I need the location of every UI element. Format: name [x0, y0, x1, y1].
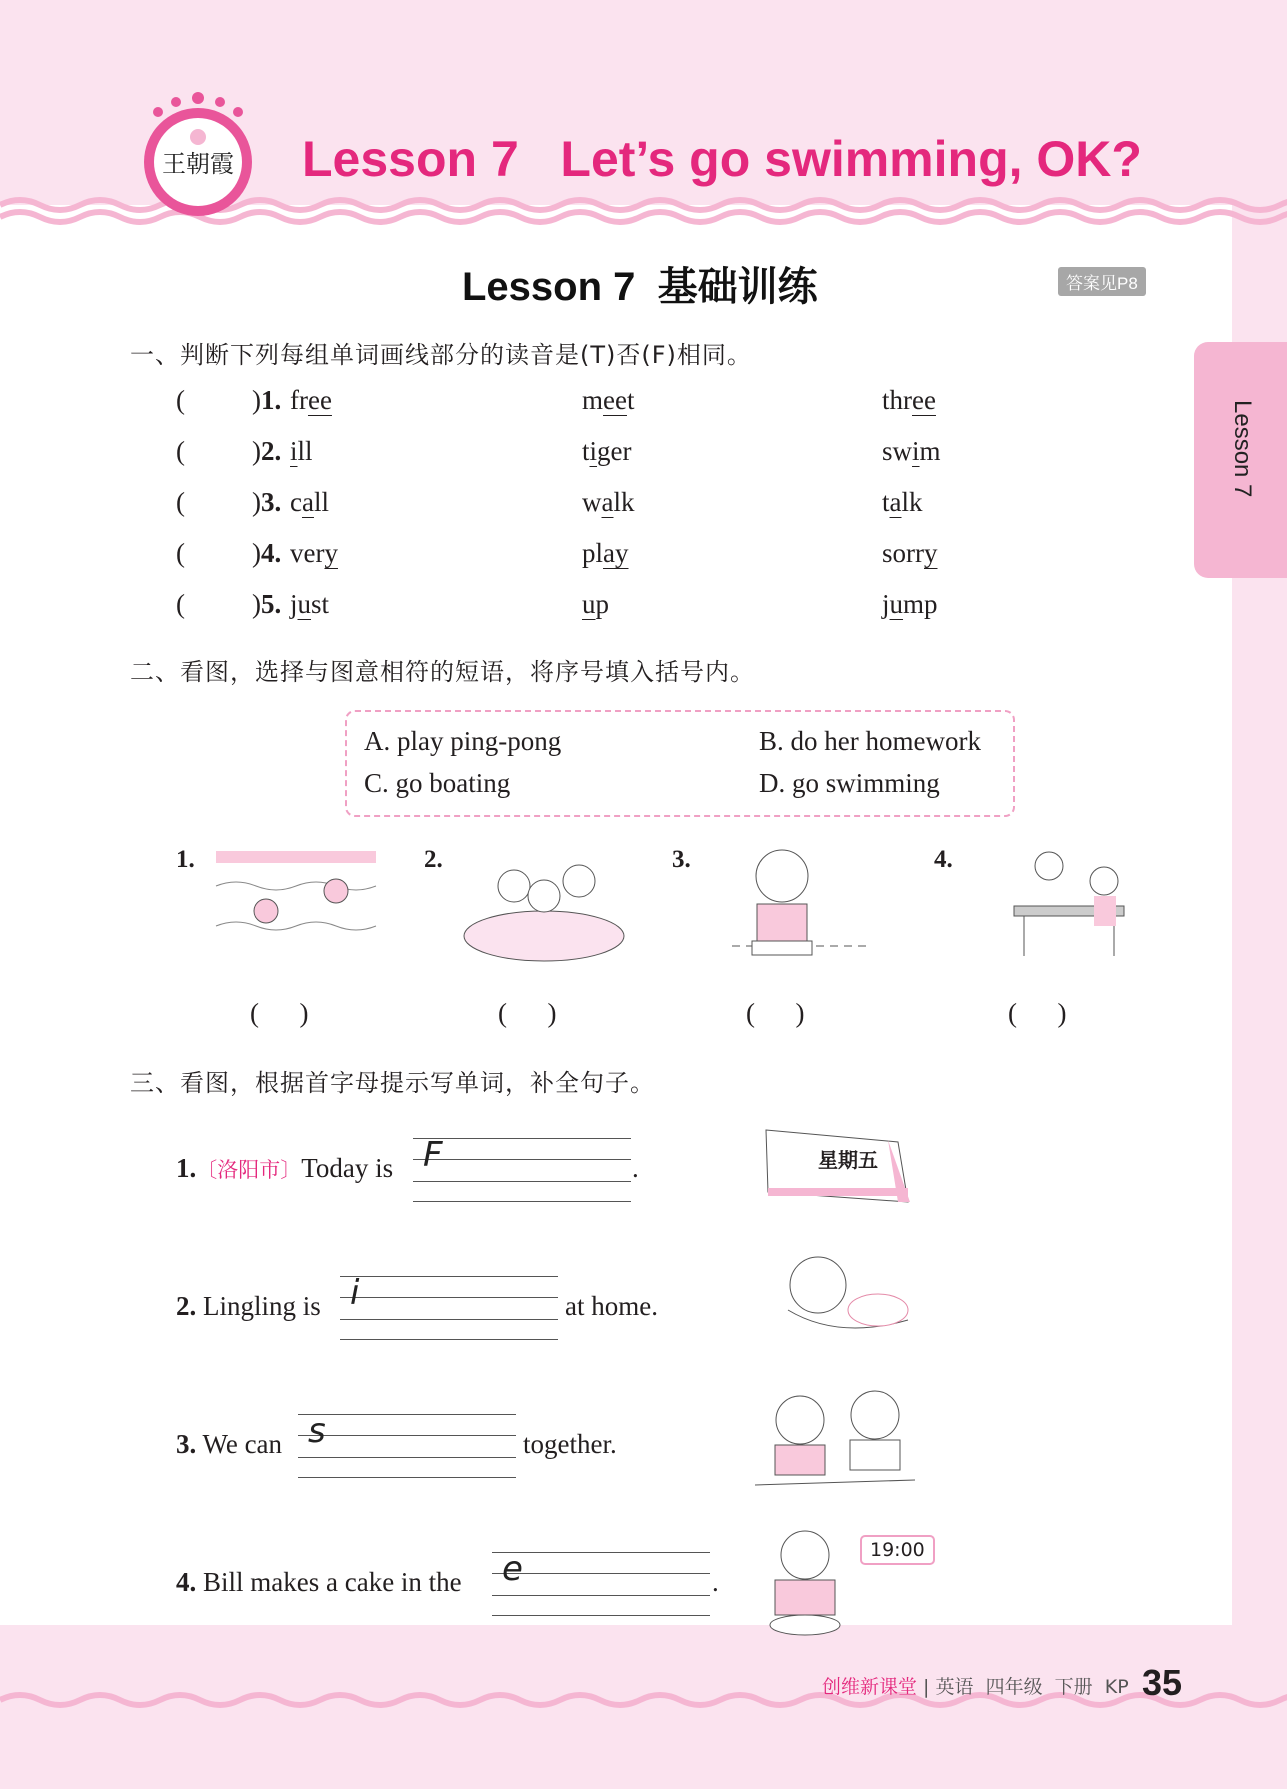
word	[582, 436, 632, 467]
footer: 创维新课堂 | 英语 四年级 下册 KP	[822, 1676, 1129, 1698]
word-part: t	[626, 385, 635, 415]
word-part: sw	[882, 436, 913, 466]
footer-info: 英语 四年级 下册 KP	[935, 1676, 1129, 1698]
word	[582, 487, 635, 518]
sentence-3: 3. We can	[176, 1429, 283, 1459]
question-number: 2.	[261, 436, 282, 466]
word-part: m	[582, 385, 604, 415]
section1-heading: 一、判断下列每组单词画线部分的读音是(T)否(F)相同。	[130, 341, 752, 369]
answer-blank[interactable]: (	[176, 487, 185, 517]
word-part: p	[595, 589, 609, 619]
word-part: a	[301, 487, 314, 517]
children-writing-picture	[750, 1385, 920, 1495]
word	[882, 538, 938, 569]
svg-text:王朝霞: 王朝霞	[162, 150, 234, 178]
footer-brand: 创维新课堂	[822, 1676, 918, 1698]
sentence-1: 1.〔洛阳市〕Today is	[176, 1153, 394, 1183]
word-part: ver	[290, 538, 325, 568]
answer-blank-close: )3.	[252, 487, 282, 517]
word	[582, 385, 635, 416]
word	[290, 589, 329, 620]
word-part: ll	[297, 436, 313, 466]
option-c: C. go boating	[364, 768, 511, 798]
answer-blank-close: )4.	[252, 538, 282, 568]
answer-blank-close: )5.	[252, 589, 282, 619]
answer-blank[interactable]: ( )	[746, 998, 805, 1028]
answer-blank[interactable]: (	[176, 436, 185, 466]
picture-number: 1.	[176, 846, 195, 873]
word-part: j	[882, 589, 890, 619]
writing-lines-4[interactable]: e	[492, 1552, 710, 1616]
word-part: ee	[912, 385, 936, 415]
word-part: sorr	[882, 538, 924, 568]
girl-making-cake-picture	[750, 1520, 860, 1650]
word-part: ay	[603, 538, 629, 568]
word	[882, 487, 923, 518]
sentence-1-end: .	[632, 1153, 639, 1183]
picture-number: 2.	[424, 846, 443, 873]
sentence-3-end: together.	[523, 1429, 617, 1459]
word-part: ee	[307, 385, 332, 415]
word-part: t	[582, 436, 590, 466]
word-part: ll	[313, 487, 329, 517]
word	[582, 538, 629, 569]
page-number: 35	[1142, 1662, 1183, 1703]
answer-blank-close: )1.	[252, 385, 282, 415]
word	[882, 589, 938, 620]
section3-heading: 三、看图，根据首字母提示写单词，补全句子。	[130, 1069, 655, 1097]
question-number: 1.	[261, 385, 282, 415]
word-part: a	[889, 487, 902, 517]
word-part: fr	[290, 385, 308, 415]
word-part: i	[589, 436, 598, 466]
word	[290, 487, 329, 518]
picture-number: 3.	[672, 846, 691, 873]
answer-blank[interactable]: (	[176, 538, 185, 568]
word-part: ee	[603, 385, 627, 415]
sick-girl-picture	[758, 1240, 910, 1350]
lesson-title: Lesson 7 Let’s go swimming, OK?	[302, 131, 1142, 187]
word-part: y	[324, 538, 338, 568]
answer-blank[interactable]: ( )	[498, 998, 557, 1028]
word-part: a	[601, 487, 614, 517]
calendar-picture	[758, 1122, 910, 1208]
option-d: D. go swimming	[759, 768, 940, 798]
word-part: m	[919, 436, 941, 466]
word-part: i	[290, 436, 298, 466]
options-box	[345, 710, 1015, 817]
section2-heading: 二、看图，选择与图意相符的短语，将序号填入括号内。	[130, 658, 755, 686]
boating-picture	[454, 846, 634, 966]
answer-reference-badge: 答案见P8	[1058, 267, 1146, 296]
word	[882, 436, 941, 467]
word	[582, 589, 609, 620]
word-part: t	[882, 487, 890, 517]
sentence-4: 4. Bill makes a cake in the	[176, 1567, 462, 1597]
option-b: B. do her homework	[759, 726, 981, 756]
word-part: pl	[582, 538, 604, 568]
question-number: 4.	[261, 538, 282, 568]
word-part: j	[290, 589, 298, 619]
word	[290, 385, 332, 416]
word-part: ger	[597, 436, 632, 466]
sentence-4-end: .	[712, 1567, 719, 1597]
calendar-day-text: 星期五	[818, 1148, 878, 1172]
writing-lines-3[interactable]: s	[298, 1414, 516, 1478]
word	[290, 538, 338, 569]
picture-number: 4.	[934, 846, 953, 873]
homework-picture	[702, 846, 882, 966]
word-part: u	[582, 589, 596, 619]
sentence-2: 2. Lingling is	[176, 1291, 321, 1321]
ping-pong-picture	[964, 846, 1144, 966]
word-part: u	[889, 589, 904, 619]
option-a: A. play ping-pong	[364, 726, 562, 756]
word-part: lk	[613, 487, 635, 517]
word-part: lk	[901, 487, 923, 517]
question-number: 5.	[261, 589, 282, 619]
word-part: mp	[903, 589, 938, 619]
word-part: w	[582, 487, 602, 517]
word	[290, 436, 313, 467]
logo	[138, 92, 258, 218]
word-part: st	[311, 589, 330, 619]
word-part: thr	[882, 385, 912, 415]
swimming-picture	[206, 846, 386, 966]
answer-blank-close: )2.	[252, 436, 282, 466]
answer-blank[interactable]: (	[176, 589, 185, 619]
side-tab-label: Lesson 7	[1229, 400, 1256, 498]
side-tab[interactable]	[1194, 342, 1287, 578]
writing-lines-1[interactable]: F	[413, 1138, 631, 1202]
word-part: u	[297, 589, 312, 619]
word-part: c	[290, 487, 302, 517]
word-part: i	[912, 436, 920, 466]
answer-blank[interactable]: ( )	[1008, 998, 1067, 1028]
word-part: y	[924, 538, 938, 568]
word	[882, 385, 936, 416]
answer-blank[interactable]: ( )	[250, 998, 309, 1028]
writing-lines-2[interactable]: i	[340, 1276, 558, 1340]
sentence-2-end: at home.	[565, 1291, 658, 1321]
answer-blank[interactable]: (	[176, 385, 185, 415]
page-subtitle: Lesson 7 基础训练	[462, 265, 818, 309]
question-number: 3.	[261, 487, 282, 517]
clock-label: 19:00	[860, 1535, 935, 1565]
